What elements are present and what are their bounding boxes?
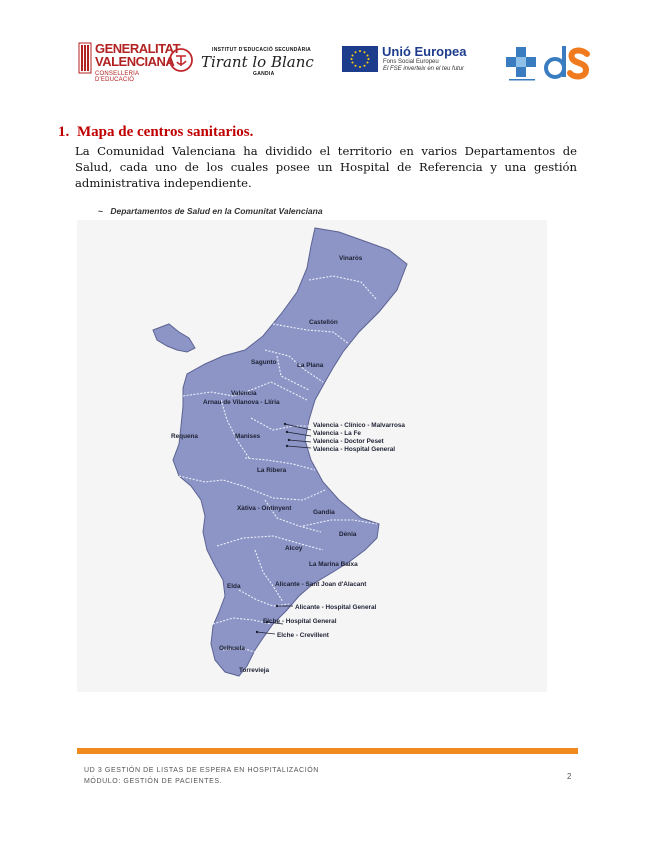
- label-gandia: Gandia: [313, 509, 335, 516]
- health-department-cross-icon: [503, 44, 541, 82]
- label-marina-baixa: La Marina Baixa: [309, 561, 358, 568]
- eu-fund-label: Fons Social Europeu: [383, 59, 439, 65]
- label-manises: Manises: [235, 433, 261, 440]
- caption-marker: ~: [98, 206, 103, 216]
- label-torrevieja: Torrevieja: [239, 667, 270, 674]
- label-sagunto: Sagunto: [251, 359, 277, 366]
- label-castellon: Castellón: [309, 319, 338, 326]
- label-la-ribera: La Ribera: [257, 467, 287, 474]
- generalitat-emblem-icon: [78, 42, 92, 74]
- section-number: 1.: [58, 124, 70, 140]
- label-valencia-arnau-2: Arnau de Vilanova - Llíria: [203, 399, 280, 406]
- label-requena: Requena: [171, 433, 198, 440]
- conselleria-label: CONSELLERIA D'EDUCACIÓ: [95, 71, 139, 83]
- eu-motto: El FSE inverteix en el teu futur: [383, 66, 465, 72]
- health-departments-map: [77, 220, 547, 692]
- footer-info: [84, 765, 319, 787]
- generalitat-logo: [78, 40, 181, 84]
- institute-city: GANDIA: [253, 71, 275, 77]
- section-paragraph: La Comunidad Valenciana ha dividido el territorio en varios Departamentos de Salud, cada uno de los cuales posee un Hospital de Referencia y una gestión administrativa independiente.: [75, 144, 577, 190]
- label-denia: Dénia: [339, 531, 357, 538]
- generalitat-name-line2: VALENCIANA: [95, 54, 175, 69]
- footer-module-title: MÓDULO: GESTIÓN DE PACIENTES.: [84, 778, 223, 785]
- ds-logo-icon: [543, 42, 591, 84]
- label-hospital-general: Valencia - Hospital General: [313, 446, 396, 453]
- institute-name: Tirant lo Blanc: [201, 53, 314, 71]
- label-la-fe: Valencia - La Fe: [313, 430, 361, 437]
- footer-rule: [77, 748, 578, 754]
- label-orihuela: Orihuela: [219, 645, 245, 652]
- label-elche-hospital-general: Elche - Hospital General: [263, 618, 337, 625]
- section-title: Mapa de centros sanitarios.: [77, 124, 254, 140]
- caption-text: Departamentos de Salud en la Comunitat Valenciana: [110, 206, 323, 216]
- institute-seal-icon: [168, 47, 194, 73]
- label-valencia-arnau-1: Valencia: [231, 390, 257, 397]
- figure-caption: [98, 206, 323, 216]
- label-elda: Elda: [227, 583, 241, 590]
- label-peset: Valencia - Doctor Peset: [313, 438, 384, 445]
- label-vinaros: Vinaròs: [339, 255, 363, 262]
- label-alicante-hospital-general: Alicante - Hospital General: [295, 604, 377, 611]
- label-la-plana: La Plana: [297, 362, 324, 369]
- institute-logo: [168, 44, 328, 80]
- page-number: 2: [567, 772, 572, 781]
- label-elche-crevillent: Elche - Crevillent: [277, 632, 329, 639]
- label-clinico: Valencia - Clínico - Malvarrosa: [313, 422, 405, 429]
- header: [0, 0, 655, 100]
- generalitat-name-line1: GENERALITAT: [95, 41, 181, 56]
- map-exclave: [153, 324, 195, 352]
- label-alcoy: Alcoy: [285, 545, 303, 552]
- eu-flag-icon: [342, 46, 378, 72]
- label-alicante-sant-joan: Alicante - Sant Joan d'Alacant: [275, 581, 367, 588]
- section-heading: [58, 124, 253, 141]
- map-figure: [77, 220, 547, 692]
- institute-type-label: INSTITUT D'EDUCACIÓ SECUNDÀRIA: [212, 47, 312, 53]
- footer-unit-title: UD 3 GESTIÓN DE LISTAS DE ESPERA EN HOSPITALIZACIÓN: [84, 767, 319, 774]
- eu-title: Unió Europea: [382, 44, 467, 59]
- label-xativa: Xàtiva - Ontinyent: [237, 505, 292, 512]
- eu-logo: [342, 44, 497, 76]
